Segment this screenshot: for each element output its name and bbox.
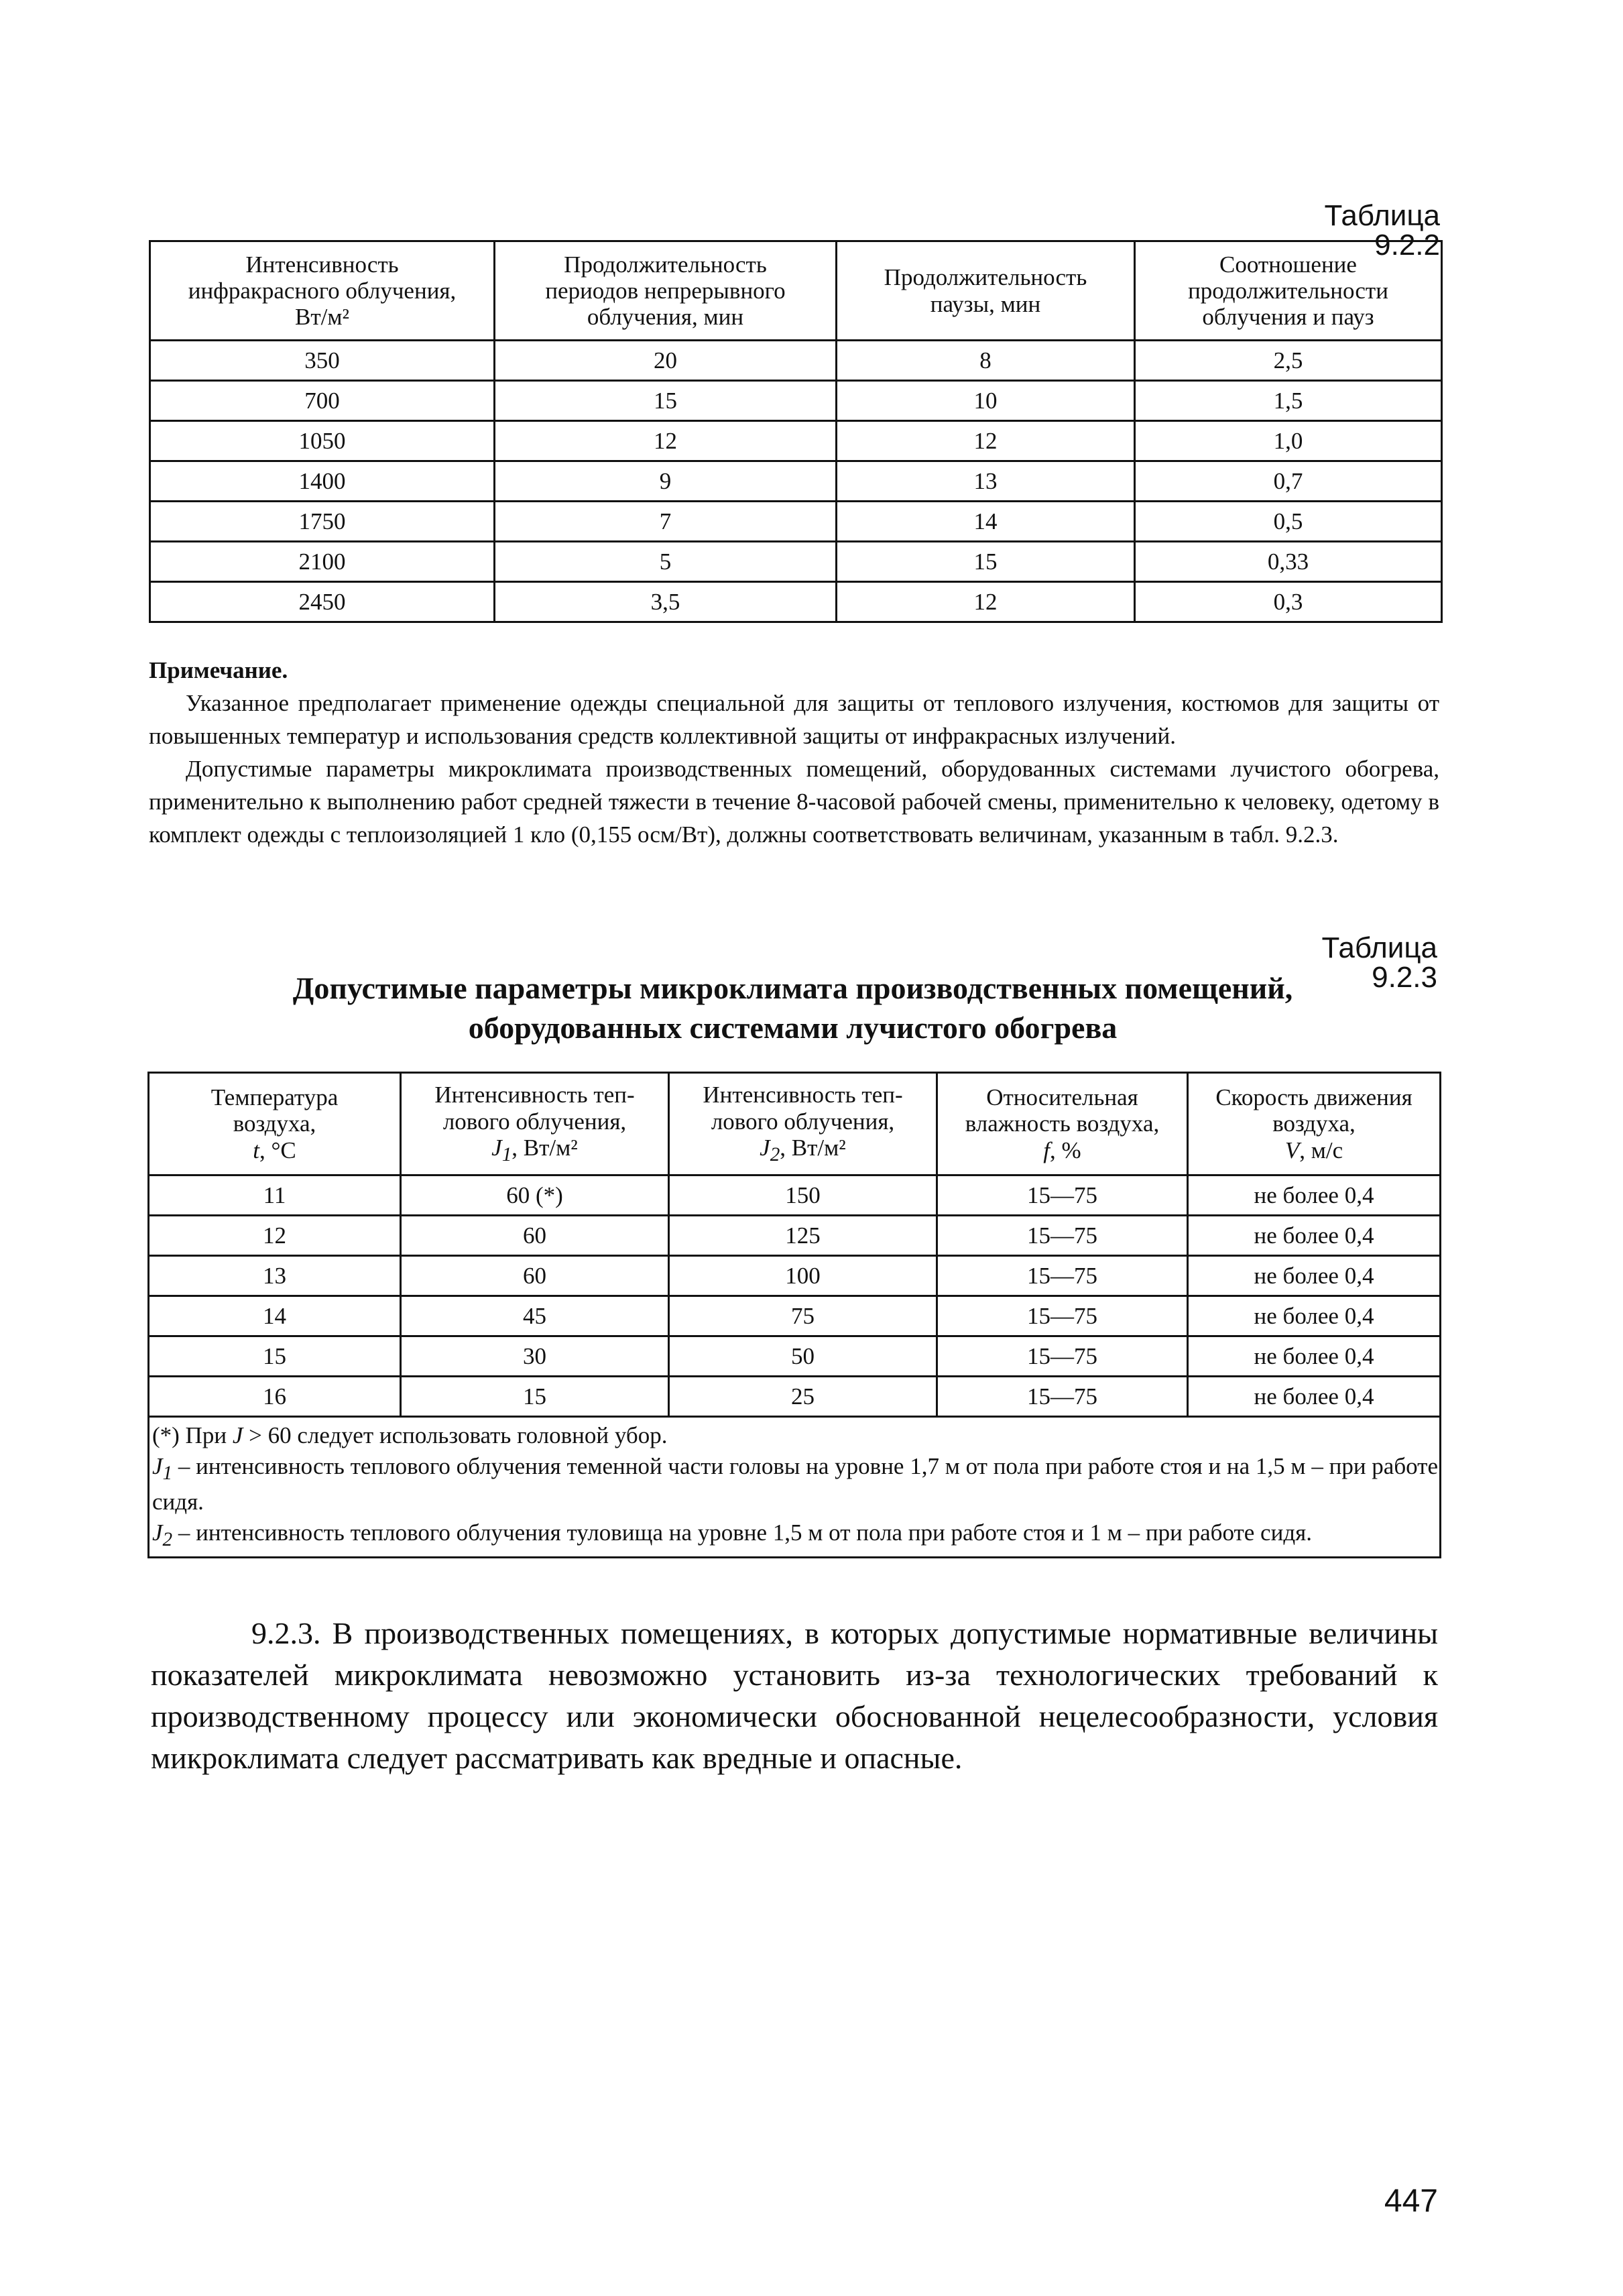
cell: 15—75 [937,1256,1188,1296]
table-row [149,1296,1441,1336]
table-notes [149,1417,1441,1558]
page-number: 447 [1384,2183,1438,2219]
table-row [149,1175,1441,1216]
table-caption-9-2-2: Таблица 9.2.2 [1324,199,1440,262]
header-intensity-j2: Интенсивность теп- лового облучения, $J_2$, Вт/м² [669,1073,937,1175]
cell: 10 [837,381,1135,421]
cell: 14 [149,1296,401,1336]
table-row [149,1256,1441,1296]
cell: не более 0,4 [1188,1336,1441,1377]
cell: 5 [495,542,837,582]
cell: 15—75 [937,1175,1188,1216]
cell: 1750 [150,502,495,542]
table-row [150,542,1442,582]
cell: 16 [149,1377,401,1417]
cell: не более 0,4 [1188,1377,1441,1417]
note-paragraph: Допустимые параметры микроклимата производственных помещений, оборудованных системами лучистого обогрева, применительно к выполнению работ средней тяжести в течение 8-часовой рабочей смены, применительно к человеку, одетому в комплект одежды с теплоизоляцией 1 кло (0,155 осм/Вт), должны соответствовать величинам, указанным в табл. 9.2.3. [149,756,1439,848]
cell: 15 [495,381,837,421]
cell: 0,3 [1135,582,1442,622]
table-row [150,341,1442,381]
cell: 7 [495,502,837,542]
cell: 1050 [150,421,495,461]
note-text: Указанное предполагает применение одежды специальной для защиты от теплового излучения, костюмов для защиты от повышенных температур и использования средств коллективной защиты от инфракрасных излучений. [149,690,1439,749]
cell: не более 0,4 [1188,1216,1441,1256]
cell: 2100 [150,542,495,582]
table-row [149,1336,1441,1377]
cell: 0,33 [1135,542,1442,582]
cell: 15—75 [937,1336,1188,1377]
note-j1: $J_1$ – интенсивность теплового облучения теменной части головы на уровне 1,7 м от пола при работе стоя и на 1,5 м – при работе сидя. [152,1453,1439,1515]
header-humidity: Относительная влажность воздуха, f, % [937,1073,1188,1175]
note-heading: Примечание. [149,657,288,683]
cell: не более 0,4 [1188,1256,1441,1296]
table-row [150,502,1442,542]
header-intensity-j1: Интенсивность теп- лового облучения, $J_1$, Вт/м² [401,1073,669,1175]
table-caption-9-2-3: Таблица 9.2.3 [1321,931,1437,994]
cell: 100 [669,1256,937,1296]
cell: 60 [401,1256,669,1296]
cell: 15—75 [937,1296,1188,1336]
cell: 60 [401,1216,669,1256]
cell: 1400 [150,461,495,502]
cell: 11 [149,1175,401,1216]
table-header-row [150,241,1442,341]
cell: 13 [837,461,1135,502]
cell: 350 [150,341,495,381]
header-pause-duration: Продолжительность паузы, мин [837,241,1135,341]
header-air-speed: Скорость движения воздуха, V, м/с [1188,1073,1441,1175]
microclimate-table [147,1072,1441,1558]
cell: 2450 [150,582,495,622]
cell: не более 0,4 [1188,1175,1441,1216]
cell: 20 [495,341,837,381]
cell: 2,5 [1135,341,1442,381]
section-9-2-3 [151,1613,1438,1779]
cell: 700 [150,381,495,421]
header-continuous-duration: Продолжительность периодов непрерывного облучения, мин [495,241,837,341]
cell: 15 [837,542,1135,582]
cell: 150 [669,1175,937,1216]
cell: 9 [495,461,837,502]
cell: 12 [495,421,837,461]
cell: 0,5 [1135,502,1442,542]
table-notes-row [149,1417,1441,1558]
cell: 12 [837,421,1135,461]
cell: 25 [669,1377,937,1417]
table-title-line-1: Допустимые параметры микроклимата производственных помещений, [292,971,1293,1005]
table-row [149,1216,1441,1256]
cell: 125 [669,1216,937,1256]
cell: 3,5 [495,582,837,622]
cell: не более 0,4 [1188,1296,1441,1336]
cell: 12 [149,1216,401,1256]
cell: 1,5 [1135,381,1442,421]
section-paragraph: 9.2.3. В производственных помещениях, в которых допустимые нормативные величины показателей микроклимата невозможно установить из-за технологических требований к производственному процессу или экономически обоснованной нецелесообразности, условия микроклимата следует рассматривать как вредные и опасные. [151,1616,1438,1776]
cell: 75 [669,1296,937,1336]
note-helmet: (*) При J > 60 следует использовать головной убор. [152,1422,668,1448]
cell: 1,0 [1135,421,1442,461]
table-header-row [149,1073,1441,1175]
cell: 15 [149,1336,401,1377]
table-row [150,381,1442,421]
header-ratio: Соотношение продолжительности облучения и пауз [1135,241,1442,341]
header-intensity: Интенсивность инфракрасного облучения, Вт/м² [150,241,495,341]
cell: 15—75 [937,1377,1188,1417]
cell: 15—75 [937,1216,1188,1256]
note-j2: $J_2$ – интенсивность теплового облучения туловища на уровне 1,5 м от пола при работе стоя и 1 м – при работе сидя. [152,1519,1312,1550]
cell: 14 [837,502,1135,542]
cell: 0,7 [1135,461,1442,502]
cell: 12 [837,582,1135,622]
table-row [150,582,1442,622]
cell: 60 (*) [401,1175,669,1216]
irradiation-table [149,240,1443,623]
cell: 13 [149,1256,401,1296]
table-title-line-2: оборудованных системами лучистого обогрева [468,1010,1118,1045]
cell: 15 [401,1377,669,1417]
table-row [150,421,1442,461]
cell: 45 [401,1296,669,1336]
cell: 50 [669,1336,937,1377]
table-row [150,461,1442,502]
header-temperature: Температура воздуха, t, °С [149,1073,401,1175]
table-row [149,1377,1441,1417]
table-title [147,969,1438,1048]
cell: 8 [837,341,1135,381]
cell: 30 [401,1336,669,1377]
note-block [149,654,1439,851]
